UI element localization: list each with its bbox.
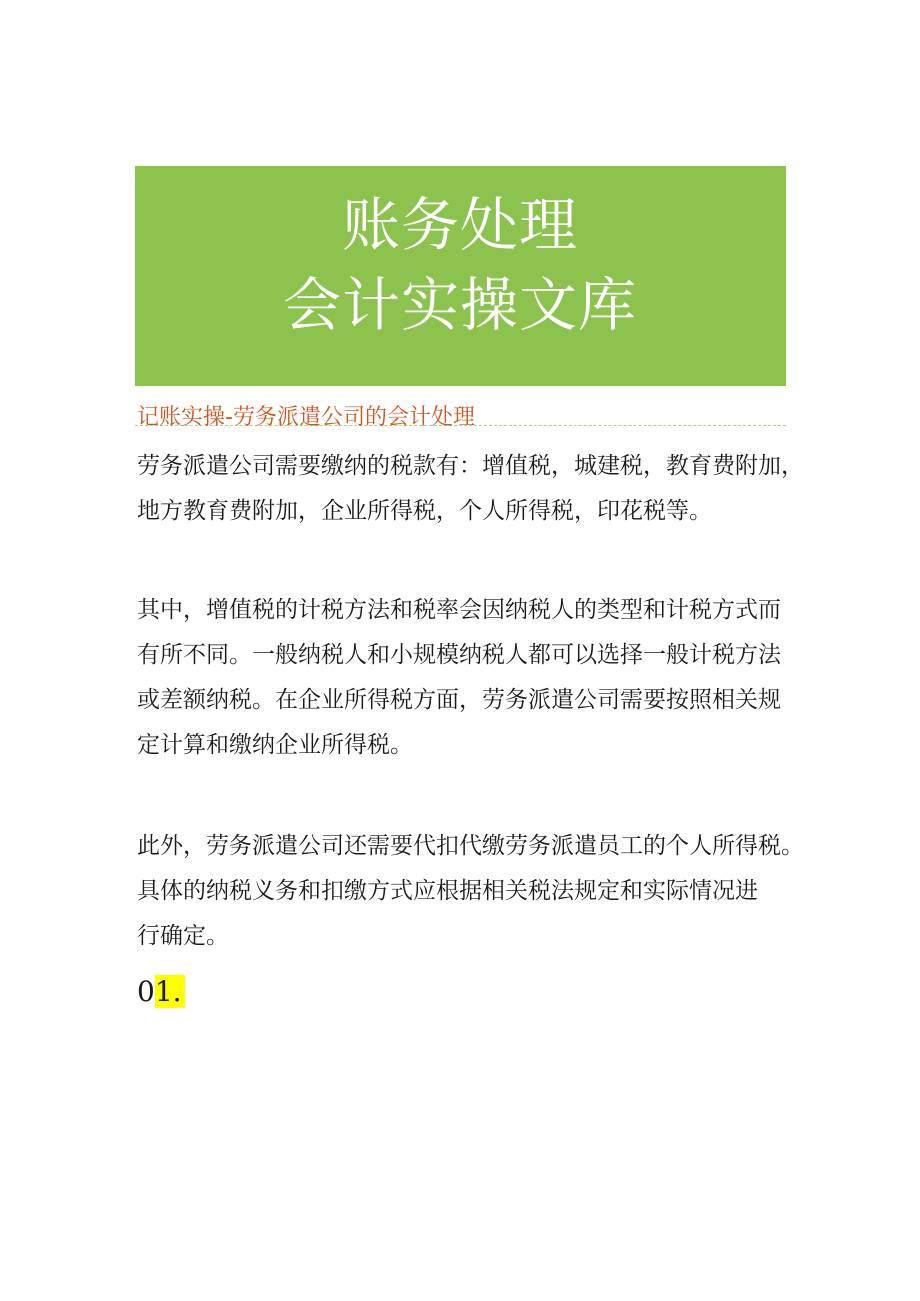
article-subtitle: 记账实操-劳务派遣公司的会计处理 xyxy=(137,405,475,430)
paragraph-line: 地方教育费附加，企业所得税，个人所得税，印花税等。 xyxy=(137,498,712,524)
paragraph-line: 其中，增值税的计税方法和税率会因纳税人的类型和计税方式而 xyxy=(137,597,781,623)
section-number-highlighted: 1. xyxy=(155,975,185,1008)
paragraph-line: 定计算和缴纳企业所得税。 xyxy=(137,732,413,758)
banner-title-line-2: 会计实操文库 xyxy=(282,271,637,339)
paragraph-line: 有所不同。一般纳税人和小规模纳税人都可以选择一般计税方法 xyxy=(137,642,781,668)
paragraph-line: 此外，劳务派遣公司还需要代扣代缴劳务派遣员工的个人所得税。 xyxy=(137,833,804,859)
banner-title-line-1: 账务处理 xyxy=(341,191,578,259)
paragraph-vat xyxy=(137,588,797,768)
section-number-prefix: 0 xyxy=(137,975,155,1008)
paragraph-line: 行确定。 xyxy=(137,923,229,949)
paragraph-line: 具体的纳税义务和扣缴方式应根据相关税法规定和实际情况进 xyxy=(137,878,758,904)
section-number xyxy=(137,974,185,1010)
paragraph-withholding xyxy=(137,824,804,959)
paragraph-line: 劳务派遣公司需要缴纳的税款有：增值税，城建税，教育费附加， xyxy=(137,453,804,479)
paragraph-taxes xyxy=(137,444,804,534)
paragraph-line: 或差额纳税。在企业所得税方面，劳务派遣公司需要按照相关规 xyxy=(137,687,781,713)
